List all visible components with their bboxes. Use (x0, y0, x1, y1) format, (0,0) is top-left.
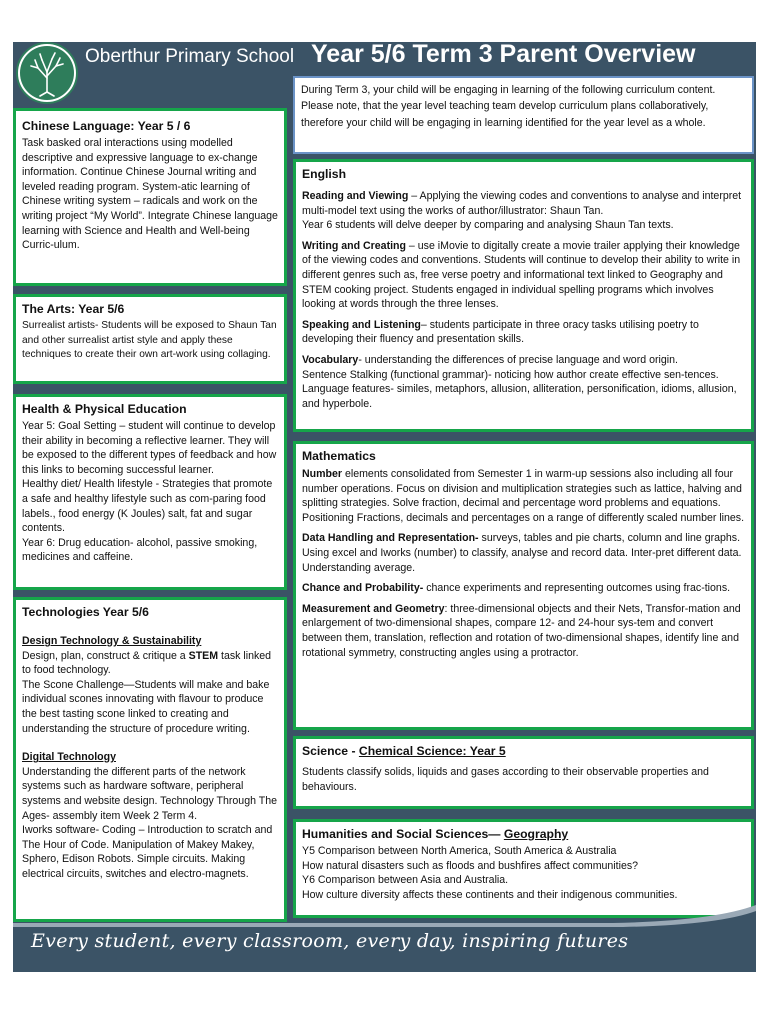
chinese-title: Chinese Language: Year 5 / 6 (22, 119, 191, 133)
maths-measurement: Measurement and Geometry: three-dimensional objects and their Nets, Transfor-mation and enlargement of two-dimensional shapes, compare 12- and 24-hour sys-tem and convert between them, translation, reflection and rotation of two-dimensional shapes, identify line and rotational symmetry, constructing angles using a protractor. (302, 602, 741, 659)
design-tech-p1: Design, plan, construct & critique a STEM task linked to food technology. (22, 649, 272, 677)
intro-text: During Term 3, your child will be engaging in learning of the following curriculum content. Please note, that the year level teaching team develop curriculum plans collaboratively, therefore your child will be engaging in learning identified for the year level as a whole. (301, 84, 716, 129)
chinese-card (13, 108, 287, 286)
health-p3: Year 6: Drug education- alcohol, passive smoking, medicines and caffeine. (22, 536, 258, 564)
design-tech-p2: The Scone Challenge—Students will make and bake individual scones innovating with flavour to produce the best tasting scone linked to creating and understanding the structure of procedure writing. (22, 678, 270, 735)
digital-tech-p2: Iworks software- Coding – Introduction to scratch and The Hour of Code. Manipulation of Makey Makey, Sphero, Edison Robots. Simple circuits. Making electrical circuits, switches and electro-magnets. (22, 824, 273, 880)
maths-chance: Chance and Probability- chance experiments and representing outcomes using frac-tions. (302, 582, 731, 595)
footer-motto: Every student, every classroom, every day, inspiring futures (31, 930, 629, 952)
health-p2: Healthy diet/ Health lifestyle - Strategies that promote a safe and healthy lifestyle such as com-paring food labels., food energy (K Joules) salt, fat and sugar contents. (22, 478, 273, 535)
science-body: Students classify solids, liquids and gases according to their observable properties and behaviours. (302, 766, 709, 793)
hass-line-2: How natural disasters such as floods and bushfires affect communities? (302, 859, 639, 872)
mathematics-title: Mathematics (302, 449, 376, 463)
school-logo (16, 42, 78, 104)
hass-line-1: Y5 Comparison between North America, South America & Australia (302, 845, 617, 857)
science-card (293, 736, 754, 809)
technologies-card (13, 597, 287, 922)
chinese-body: Task basked oral interactions using modelled descriptive and expressive language to ex-change information. Continue Chinese Journal writing and leveled reading program. System-atic learning of Chinese writing system – radicals and work on the writing project “My World”. Integrate Chinese language learning with Science and Health and Well-being Curric-ulum. (22, 137, 278, 252)
digital-tech-heading: Digital Technology (22, 751, 116, 764)
maths-number: Number elements consolidated from Semester 1 in warm-up sessions also including all four number operations. Focus on division and multiplication strategies such as lattice, halving and splitting strategies. Solve fraction, decimal and percentage word problems and equations. Positioning Fractions, decimals and percentages on a range of differently scaled number lines. (302, 468, 745, 524)
english-reading: Reading and Viewing – Applying the viewing codes and conventions to analyse and interpret multi-model text using the works of author/illustrator: Shaun Tan. Year 6 students will delve deeper by comparing and analysing Shaun Tan texts. (302, 190, 742, 232)
health-card (13, 394, 287, 590)
digital-tech-p1: Understanding the different parts of the network systems such as hardware software, peripheral systems and website design. Technology Through The Ages- assembly item Week 2 Term 4. (22, 765, 277, 822)
health-title: Health & Physical Education (22, 402, 187, 416)
english-card (293, 159, 754, 432)
school-name: Oberthur Primary School (85, 46, 295, 67)
page-title: Year 5/6 Term 3 Parent Overview (311, 40, 696, 68)
hass-title: Humanities and Social Sciences— Geography (302, 827, 569, 841)
science-title: Science - Chemical Science: Year 5 (302, 744, 506, 758)
hass-line-4: How culture diversity affects these continents and their indigenous communities. (302, 888, 678, 901)
hass-line-3: Y6 Comparison between Asia and Australia. (302, 874, 509, 887)
technologies-title: Technologies Year 5/6 (22, 605, 149, 619)
english-vocabulary: Vocabulary- understanding the differences of precise language and word origin. Sentence Stalking (functional grammar)- noticing how author create effective sen-tences. Language features- similes, metaphors, allusion, alliteration, personification, idioms, allusion, and hyperbole. (302, 353, 737, 410)
arts-body: Surrealist artists- Students will be exposed to Shaun Tan and other surrealist artist style and apply these techniques to create their own art-work using collaging. (22, 320, 277, 361)
arts-title: The Arts: Year 5/6 (22, 302, 125, 316)
hass-card (293, 819, 754, 918)
intro-card (293, 76, 754, 154)
health-p1: Year 5: Goal Setting – student will continue to develop their ability in becoming a reflective learner. They will be exposed to the different types of feedback and how this links to becoming successful learner. (22, 420, 277, 476)
maths-data: Data Handling and Representation- surveys, tables and pie charts, column and line graphs. Using excel and Iworks (number) to classify, analyse and record data. Inter-pret different data. Understanding average. (302, 532, 742, 574)
english-title: English (302, 167, 347, 181)
mathematics-card (293, 441, 754, 730)
arts-card (13, 294, 287, 384)
design-tech-heading: Design Technology & Sustainability (22, 635, 202, 647)
english-speaking: Speaking and Listening– students participate in three oracy tasks utilising poetry to developing their fluency and presentation skills. (302, 318, 699, 346)
english-writing: Writing and Creating – use iMovie to digitally create a movie trailer applying their knowledge of the viewing codes and conventions. Students will continue to develop their ability to write in different genres such as, free verse poetry and informational text linked to Geography and STEM cooking project. Students engaged in individual spelling programs which involves looking at words through the three lenses. (302, 239, 741, 311)
